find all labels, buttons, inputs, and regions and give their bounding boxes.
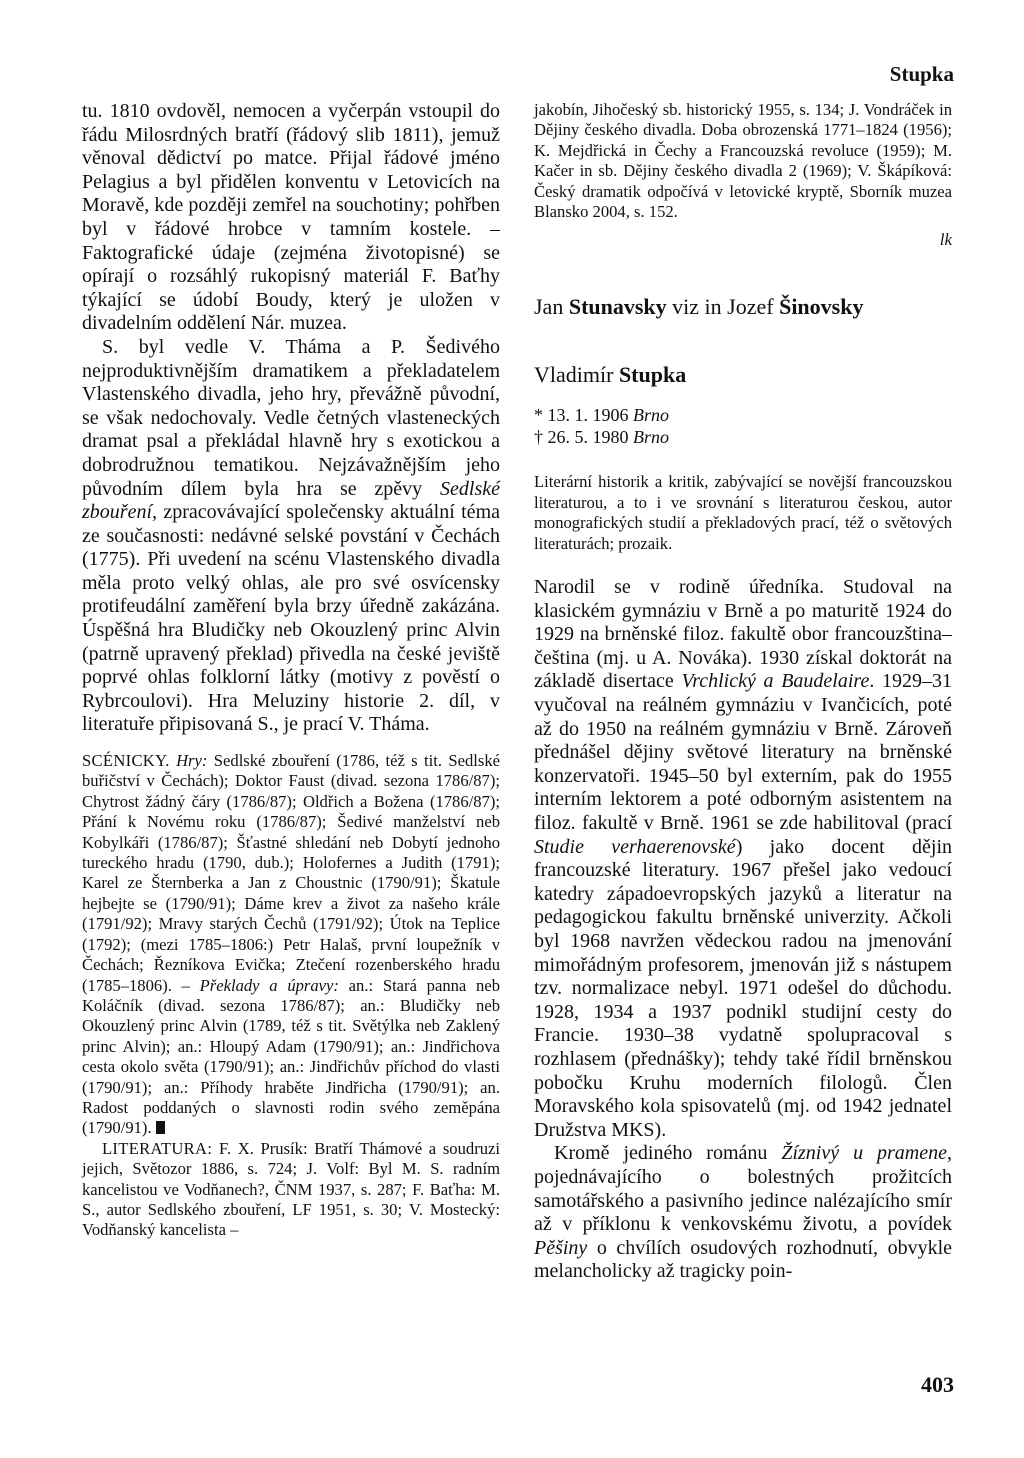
- end-mark-icon: [156, 1121, 165, 1134]
- right-column: [534, 100, 952, 1284]
- entry-heading: Vladimír Stupka: [534, 362, 687, 388]
- death-date: † 26. 5. 1980 Brno: [534, 427, 669, 448]
- page-number: 403: [921, 1372, 954, 1397]
- entry-abstract: Literární historik a kritik, zabývající se novější francouzskou literaturou, a to i ve srovnání s literaturou českou, autor monografických studií a překladových prací, též o světových literaturách; prozaik.: [534, 472, 952, 553]
- author-byline: lk: [939, 230, 952, 250]
- biography-paragraph: Narodil se v rodině úředníka. Studoval na klasickém gymnáziu v Brně a po maturitě 1924 do 1929 na brněnské filoz. fakultě obor francouzština–čeština (mj. u A. Nováka). 1930 získal doktorát na základě disertace Vrchlický a Baudelaire. 1929–31 vyučoval na reálném gymnáziu v Ivančicích, poté až do 1950 na reálném gymnáziu v Brně. Zároveň přednášel dějiny světové literatury na brněnské konzervatoři. 1945–50 byl externím, pak do 1955 interním lektorem a poté odborným asistentem na filoz. fakultě v Brně. 1961 se zde habilitoval (prací Studie verhaerenovské) jako docent dějin francouzské literatury. 1967 přešel jako vedoucí katedry západoevropských jazyků a literatur na pedagogickou fakultu brněnské univerzity. Ačkoli byl 1968 navržen vědeckou radou na jmenování mimořádným profesorem, jmenován již s nástupem tzv. normalizace nebyl. 1971 odešel do důchodu. 1928, 1934 a 1937 podnikl studijní cesty do Francie. 1930–38 vydatně spolupracoval s rozhlasem (přednášky); tehdy také řídil brněnskou pobočku Kruhu moderních filologů. Člen Moravského kola spisovatelů (mj. od 1942 jednatel Družstva MKS).: [534, 576, 952, 1141]
- paragraph-continuation: tu. 1810 ovdověl, nemocen a vyčerpán vstoupil do řádu Milosrdných bratří (řádový slib 1811), jemuž věnoval dědictví po matce. Přijal řádové jméno Pelagius a byl přidělen konventu v Letovicích na Moravě, kde později zemřel na souchotiny; pohřben byl v řádové hrobce v tamním kostele. – Faktografické údaje (zejména životopisné) se opírají o rozsáhlý rukopisný materiál F. Baťhy týkající se údobí Boudy, který je uložen v divadelním oddělení Nár. muzea.: [82, 100, 500, 335]
- literature-continuation: jakobín, Jihočeský sb. historický 1955, s. 134; J. Vondráček in Dějiny českého divadla. Doba obrozenská 1771–1824 (1956); K. Mejdřická in Čechy a Francouzská revoluce (1959); M. Kačer in sb. Dějiny českého divadla 2 (1969); V. Škápíková: Český dramatik odpočívá v letovické kryptě, Sborník muzea Blansko 2004, s. 152.: [534, 100, 952, 222]
- works-paragraph: Kromě jediného románu Žíznivý u pramene, pojednávajícího o bolestných prožitcích samotářského a pasivního jedince nalézajícího smír až v příklonu k venkovskému životu, a povídek Pěšiny o chvílích osudových rozhodnutí, obvykle melancholicky až tragicky poin-: [534, 1142, 952, 1283]
- birth-date: * 13. 1. 1906 Brno: [534, 405, 669, 426]
- works-list: SCÉNICKY. Hry: Sedlské zbouření (1786, též s tit. Sedlské buřičství v Čechách); Doktor Faust (divad. sezona 1786/87); Chytrost žádný čáry (1786/87); Oldřich a Božena (1786/87); Přání k Novému roku (1786/87); Šedivé manželství neb Kobylkáři (1786/87); Šťastné shledání neb Dobytí jednoho tureckého hradu (1790, dub.); Holofernes a Judith (1791); Karel ze Šternberka a Jan z Choustnic (1790/91); Škatule hejbejte se (1790/91); Dáme krev a život za našeho krále (1791/92); Mravy starých Čechů (1791/92); Útok na Teplice (1792); (mezi 1785–1806:) Petr Halaš, první loupežník v Čechách; Řezníkova Evička; Ztečení rozenberského hradu (1785–1806). – Překlady a úpravy: an.: Stará panna neb Koláčník (divad. sezona 1786/87); an.: Bludičky neb Okouzlený princ Alvin (1789, též s tit. Světýlka neb Zaklený princ Alvin); an.: Hloupý Adam (1790/91); an.: Jindřichova cesta okolo světa (1790/91); an.: Jindřichův příchod do vlasti (1790/91); an.: Příhody hraběte Jindřicha (1790/91); an. Radost poddaných o slavnosti rodin svého zeměpána (1790/91).: [82, 751, 500, 1138]
- running-head: Stupka: [889, 62, 954, 86]
- literature-list: LITERATURA: F. X. Prusík: Bratří Thámové a soudruzi jejich, Světozor 1886, s. 724; J. Volf: Byl M. S. radním kancelistou ve Vodňanech?, ČNM 1937, s. 287; F. Baťha: M. S., autor Sedlského zbouření, LF 1951, s. 30; V. Mostecký: Vodňanský kancelista –: [82, 1138, 500, 1240]
- paragraph-assessment: S. byl vedle V. Tháma a P. Šedivého nejproduktivnějším dramatikem a překladatelem Vlastenského divadla, jeho hry, převážně původní, se však nedochovaly. Vedle četných vlasteneckých dramat psal a překládal hlavně hry s exotickou a dobrodružnou tematikou. Nejzávažnějším jeho původním dílem byla hra se zpěvy Sedlské zbouření, zpracovávající společensky aktuální téma ze současnosti: nedávné selské povstání v Čechách (1775). Při uvedení na scénu Vlastenského divadla měla proto velký ohlas, ale pro své osvícensky protifeudální zaměření byla brzy úředně zakázána. Úspěšná hra Bludičky neb Okouzlený princ Alvin (patrně upravený překlad) přivedla na české jeviště poprvé ohlas folklorní látky (motivy z pověstí o Rybrcoulovi). Hra Meluziny historie 2. díl, v literatuře připisovaná S., je prací V. Tháma.: [82, 335, 500, 736]
- left-column: [82, 100, 500, 1241]
- cross-reference-heading: Jan Stunavsky viz in Jozef Šinovsky: [534, 294, 864, 320]
